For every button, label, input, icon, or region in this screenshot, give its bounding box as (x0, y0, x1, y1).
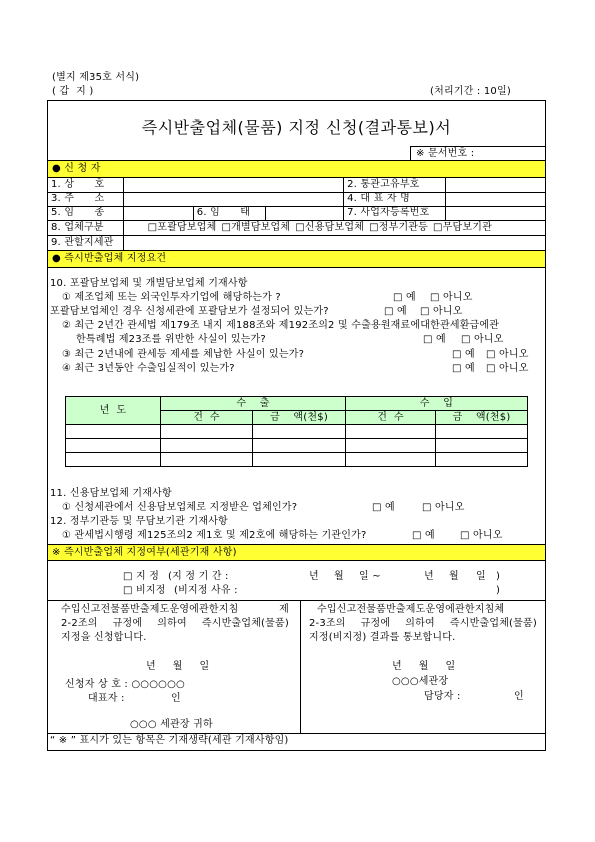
sheet-label: ( 갑 지 ) (52, 86, 94, 97)
section-bar-requirements (48, 250, 545, 268)
processing-period: (처리기간 : 10일) (430, 86, 511, 97)
notification-officer: 담당자 : (424, 691, 461, 702)
option-blanket-security[interactable]: □포괄담보업체 (147, 221, 217, 233)
company-class-options (123, 220, 545, 235)
period-from-year: 년 (309, 571, 319, 582)
q10-item-3: ③ 최근 2년내에 관세등 제세를 체납한 사실이 있는가? (62, 349, 305, 360)
customs-office-label: 9. 관할지세관 (48, 235, 123, 250)
applicant-company: 신청자 상 호 : ○○○○○○ (65, 679, 185, 690)
address-field[interactable] (123, 192, 343, 206)
reason-close-paren: ) (496, 585, 501, 596)
q10-item-4-yes-checkbox[interactable]: □ 예 (452, 363, 475, 374)
q12-heading: 12. 정부기관등 및 무담보기관 기재사항 (50, 516, 228, 527)
table-cell[interactable] (253, 425, 346, 439)
header-import: 수 입 (346, 397, 528, 411)
option-individual-security[interactable]: □개별담보업체 (221, 221, 291, 233)
q10-item-3-yes-checkbox[interactable]: □ 예 (452, 349, 475, 360)
section-bar-decision (48, 544, 545, 561)
q11-item-1-no-checkbox[interactable]: □ 아니오 (422, 502, 465, 513)
document-number-label: ※ 문서번호 : (416, 148, 475, 159)
period-to-month: 월 (449, 571, 459, 582)
header-export-amount: 금 액(천$) (253, 411, 346, 425)
table-cell[interactable] (346, 425, 436, 439)
q10-item-1-no-checkbox[interactable]: □ 아니오 (430, 292, 473, 303)
application-text-line2: 2-2조의 규정에 의하여 즉시반출업체(물품) (61, 618, 289, 629)
registration-number-field[interactable] (446, 206, 545, 220)
notification-text-line2: 2-3조의 규정에 의하여 즉시반출업체(물품) (309, 618, 537, 629)
address-label: 3. 주 소 (48, 192, 123, 206)
option-credit-security[interactable]: □신용담보업체 (295, 221, 365, 233)
table-cell[interactable] (161, 425, 253, 439)
application-text-line1: 수입신고전물품반출제도운영에관한지침 제 (61, 604, 289, 615)
business-category-field[interactable] (265, 206, 343, 220)
q10-item-1-yes-checkbox[interactable]: □ 예 (393, 292, 416, 303)
q11-heading: 11. 신용담보업체 기재사항 (50, 488, 172, 499)
section-title-requirements: ● 즉시반출업체 지정요건 (52, 253, 167, 264)
company-class-label: 8. 업체구분 (48, 220, 123, 235)
q12-item-1-yes-checkbox[interactable]: □ 예 (412, 530, 435, 541)
section-bar-applicant (48, 160, 545, 178)
signature-divider-middle (300, 600, 301, 733)
application-date: 년 월 일 (146, 661, 210, 672)
table-row (66, 425, 528, 439)
q10-item-2-line1: ② 최근 2년간 관세법 제179조 내지 제188조와 제192조의2 및 수출용원재료에대한관세환급에관 (62, 320, 500, 331)
table-cell[interactable] (346, 453, 436, 467)
applicant-representative: 대표자 : (88, 693, 125, 704)
table-cell[interactable] (346, 439, 436, 453)
not-designated-reason-label: (비지정 사유 : (174, 585, 238, 596)
form-title: 즉시반출업체(물품) 지정 신청(결과통보)서 (141, 118, 452, 137)
q11-item-1: ① 신청세관에서 신용담보업체로 지정받은 업체인가? (62, 502, 298, 513)
table-cell[interactable] (66, 439, 161, 453)
not-designated-checkbox[interactable]: □ 비지정 (123, 585, 166, 596)
q10-item-4: ④ 최근 3년동안 수출입실적이 있는가? (62, 363, 235, 374)
table-cell[interactable] (66, 453, 161, 467)
section-title-applicant: ● 신 청 자 (52, 163, 101, 174)
table-cell[interactable] (161, 453, 253, 467)
table-cell[interactable] (436, 453, 528, 467)
table-cell[interactable] (253, 453, 346, 467)
business-type-field[interactable] (123, 206, 193, 220)
q11-item-1-yes-checkbox[interactable]: □ 예 (372, 502, 395, 513)
period-to-year: 년 (424, 571, 434, 582)
footer-note: “ ※ ” 표시가 있는 항목은 기재생략(세관 기재사항임) (50, 735, 289, 746)
notification-seal: 인 (514, 691, 524, 702)
company-name-field[interactable] (123, 178, 343, 192)
option-no-security[interactable]: □무담보기관 (433, 221, 492, 233)
application-form (47, 100, 546, 751)
table-row (66, 453, 528, 467)
trade-record-table (65, 396, 528, 467)
q12-item-1: ① 관세법시행령 제125조의2 제1호 및 제2호에 해당하는 기관인가? (62, 530, 367, 541)
applicant-seal: 인 (171, 693, 181, 704)
form-number: (별지 제35호 서식) (52, 72, 140, 83)
table-cell[interactable] (436, 425, 528, 439)
q10-heading: 10. 포괄담보업체 및 개별담보업체 기재사항 (50, 278, 248, 289)
application-text-line3: 지정을 신청합니다. (61, 632, 147, 643)
signature-divider-top (48, 600, 545, 601)
q10-item-2-no-checkbox[interactable]: □ 아니오 (461, 334, 504, 345)
period-from-day: 일 ~ (359, 571, 381, 582)
q10-item-2-yes-checkbox[interactable]: □ 예 (423, 334, 446, 345)
header-import-amount: 금 액(천$) (436, 411, 528, 425)
header-export-count: 건 수 (161, 411, 253, 425)
header-import-count: 건 수 (346, 411, 436, 425)
header-export: 수 출 (161, 397, 346, 411)
q10-item-4-no-checkbox[interactable]: □ 아니오 (486, 363, 529, 374)
registration-number-label: 7. 사업자등록번호 (344, 206, 446, 220)
business-type-label: 5. 임 종 (48, 206, 123, 220)
application-addressee: ○○○ 세관장 귀하 (130, 719, 213, 730)
designation-period-label: (지 정 기 간 : (168, 571, 229, 582)
representative-field[interactable] (446, 192, 545, 206)
period-to-day: 일 (476, 571, 486, 582)
q10-item-3-no-checkbox[interactable]: □ 아니오 (486, 349, 529, 360)
section-title-decision: ※ 즉시반출업체 지정여부(세관기재 사항) (52, 547, 237, 558)
q10-item-1-sub: 포괄담보업체인 경우 신청세관에 포괄담보가 설정되어 있는가? (50, 306, 329, 317)
applicant-table (48, 178, 545, 250)
option-government-agency[interactable]: □정부기관등 (369, 221, 429, 233)
q12-item-1-no-checkbox[interactable]: □ 아니오 (460, 530, 503, 541)
business-category-label: 6. 임 태 (193, 206, 265, 220)
document-number-field[interactable] (410, 146, 545, 161)
customs-office-field[interactable] (123, 235, 545, 250)
customs-code-field[interactable] (446, 178, 545, 192)
company-name-label: 1. 상 호 (48, 178, 123, 192)
table-cell[interactable] (161, 439, 253, 453)
table-cell[interactable] (253, 439, 346, 453)
q10-item-2-line2: 한특례법 제23조를 위반한 사실이 있는가? (76, 334, 266, 345)
table-row (66, 439, 528, 453)
table-cell[interactable] (436, 439, 528, 453)
q10-item-1: ① 제조업체 또는 외국인투자기업에 해당하는가 ? (62, 292, 281, 303)
q10-item-1-sub-yes-checkbox[interactable]: □ 예 (384, 306, 407, 317)
notification-text-line3: 지정(비지정) 결과를 통보합니다. (309, 632, 456, 643)
period-from-month: 월 (334, 571, 344, 582)
period-close-paren: ) (496, 571, 501, 582)
q10-item-1-sub-no-checkbox[interactable]: □ 아니오 (420, 306, 463, 317)
table-cell[interactable] (66, 425, 161, 439)
header-year: 년 도 (66, 397, 161, 425)
designated-checkbox[interactable]: □ 지 정 (123, 571, 160, 582)
customs-code-label: 2. 통관고유부호 (344, 178, 446, 192)
notification-text-line1: 수입신고전물품반출제도운영에관한지침체 (317, 604, 505, 615)
representative-label: 4. 대 표 자 명 (344, 192, 446, 206)
notification-date: 년 월 일 (392, 661, 456, 672)
notification-office: ○○○세관장 (392, 676, 449, 687)
